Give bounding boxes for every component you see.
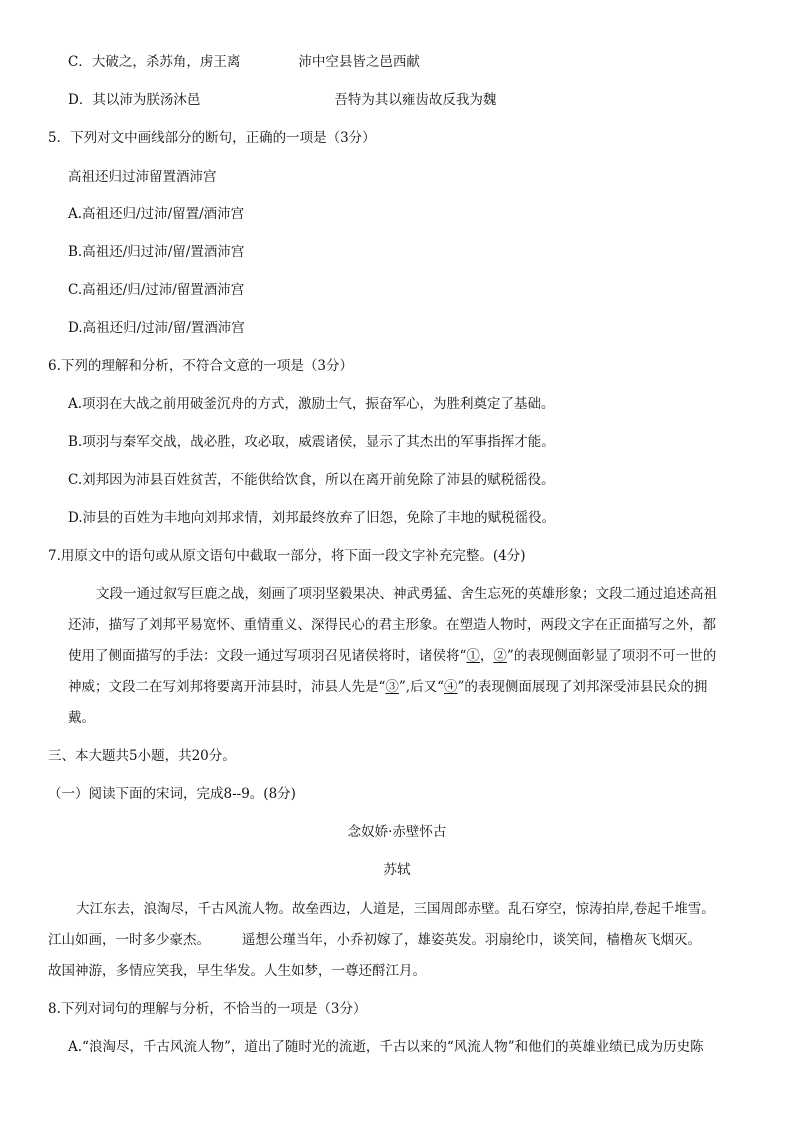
section-3-subheading: （一）阅读下面的宋词，完成8--9。(8分) — [48, 786, 296, 802]
q6-stem: 6.下列的理解和分析，不符合文意的一项是（3分） — [48, 358, 353, 374]
q6-option-c: C.刘邦因为沛县百姓贫苦，不能供给饮食，所以在离开前免除了沛县的赋税徭役。 — [68, 472, 555, 488]
q5-option-a: A.高祖还归/过沛/留置/酒沛宫 — [68, 206, 245, 222]
blank-3: ③ — [385, 679, 399, 695]
q7-paragraph-line-4: 神威；文段二在写刘邦将要离开沛县时，沛县人先是“③”,后又“④”的表现侧面展现了刘邦深受沛县民众的拥 — [68, 679, 708, 695]
q4-option-c-left: C．大破之，杀苏角，虏王离 — [68, 54, 241, 70]
q8-option-a: A.“浪淘尽，千古风流人物”，道出了随时光的流逝，千古以来的“风流人物”和他们的英雄业绩已成为历史陈 — [68, 1039, 704, 1055]
q5-option-d: D.高祖还归/过沛/留/置酒沛宫 — [68, 320, 245, 336]
q7-stem: 7.用原文中的语句或从原文语句中截取一部分，将下面一段文字补充完整。(4分) — [48, 548, 526, 564]
q7-paragraph-line-3: 使用了侧面描写的手法：文段一通过写项羽召见诸侯将时，诸侯将“①，②”的表现侧面彰显了项羽不可一世的 — [68, 648, 717, 664]
blank-1: ① — [466, 648, 480, 664]
q4-option-c — [68, 52, 420, 72]
q4-option-d-left: D．其以沛为朕汤沐邑 — [68, 92, 201, 108]
blank-4: ④ — [444, 679, 458, 695]
poem-line-2: 江山如画，一时多少豪杰。 遥想公瑾当年，小乔初嫁了，雄姿英发。羽扇纶巾，谈笑间，樯橹灰飞烟灭。 — [48, 932, 701, 948]
q4-option-c-right: 沛中空县皆之邑西献 — [298, 54, 420, 70]
poem-author: 苏轼 — [383, 862, 411, 878]
poem-line-3: 故国神游，多情应笑我，早生华发。人生如梦，一尊还酹江月。 — [48, 963, 426, 979]
q5-option-c: C.高祖还/归/过沛/留置酒沛宫 — [68, 282, 245, 298]
q7-paragraph-line-1: 文段一通过叙写巨鹿之战，刻画了项羽坚毅果决、神武勇猛、舍生忘死的英雄形象；文段二通过追述高祖 — [96, 586, 717, 602]
blank-2: ② — [493, 648, 507, 664]
q6-option-a: A.项羽在大战之前用破釜沉舟的方式，激励士气，振奋军心，为胜利奠定了基础。 — [68, 396, 555, 412]
q5-option-b: B.高祖还/归过沛/留/置酒沛宫 — [68, 244, 245, 260]
q7-paragraph-line-5: 戴。 — [68, 710, 95, 726]
q4-option-d-right: 吾特为其以雍齿故反我为魏 — [334, 92, 497, 108]
section-3-heading: 三、本大题共5小题，共20分。 — [48, 748, 236, 764]
q4-option-d — [68, 90, 496, 110]
poem-title: 念奴娇·赤壁怀古 — [347, 824, 447, 840]
q8-stem: 8.下列对词句的理解与分析，不恰当的一项是（3分） — [48, 1001, 367, 1017]
q5-passage: 高祖还归过沛留置酒沛宫 — [68, 169, 217, 185]
q6-option-d: D.沛县的百姓为丰地向刘邦求情，刘邦最终放弃了旧怨，免除了丰地的赋税徭役。 — [68, 510, 556, 526]
q5-stem: 5．下列对文中画线部分的断句，正确的一项是（3分） — [48, 130, 376, 146]
q7-paragraph-line-2: 还沛，描写了刘邦平易宽怀、重情重义、深得民心的君主形象。在塑造人物时，两段文字在正面描写之外，都 — [68, 617, 716, 633]
q6-option-b: B.项羽与秦军交战，战必胜，攻必取，威震诸侯，显示了其杰出的军事指挥才能。 — [68, 434, 555, 450]
poem-line-1: 大江东去，浪淘尽，千古风流人物。故垒西边，人道是，三国周郎赤壁。乱石穿空，惊涛拍岸,卷起千堆雪。 — [76, 901, 715, 917]
